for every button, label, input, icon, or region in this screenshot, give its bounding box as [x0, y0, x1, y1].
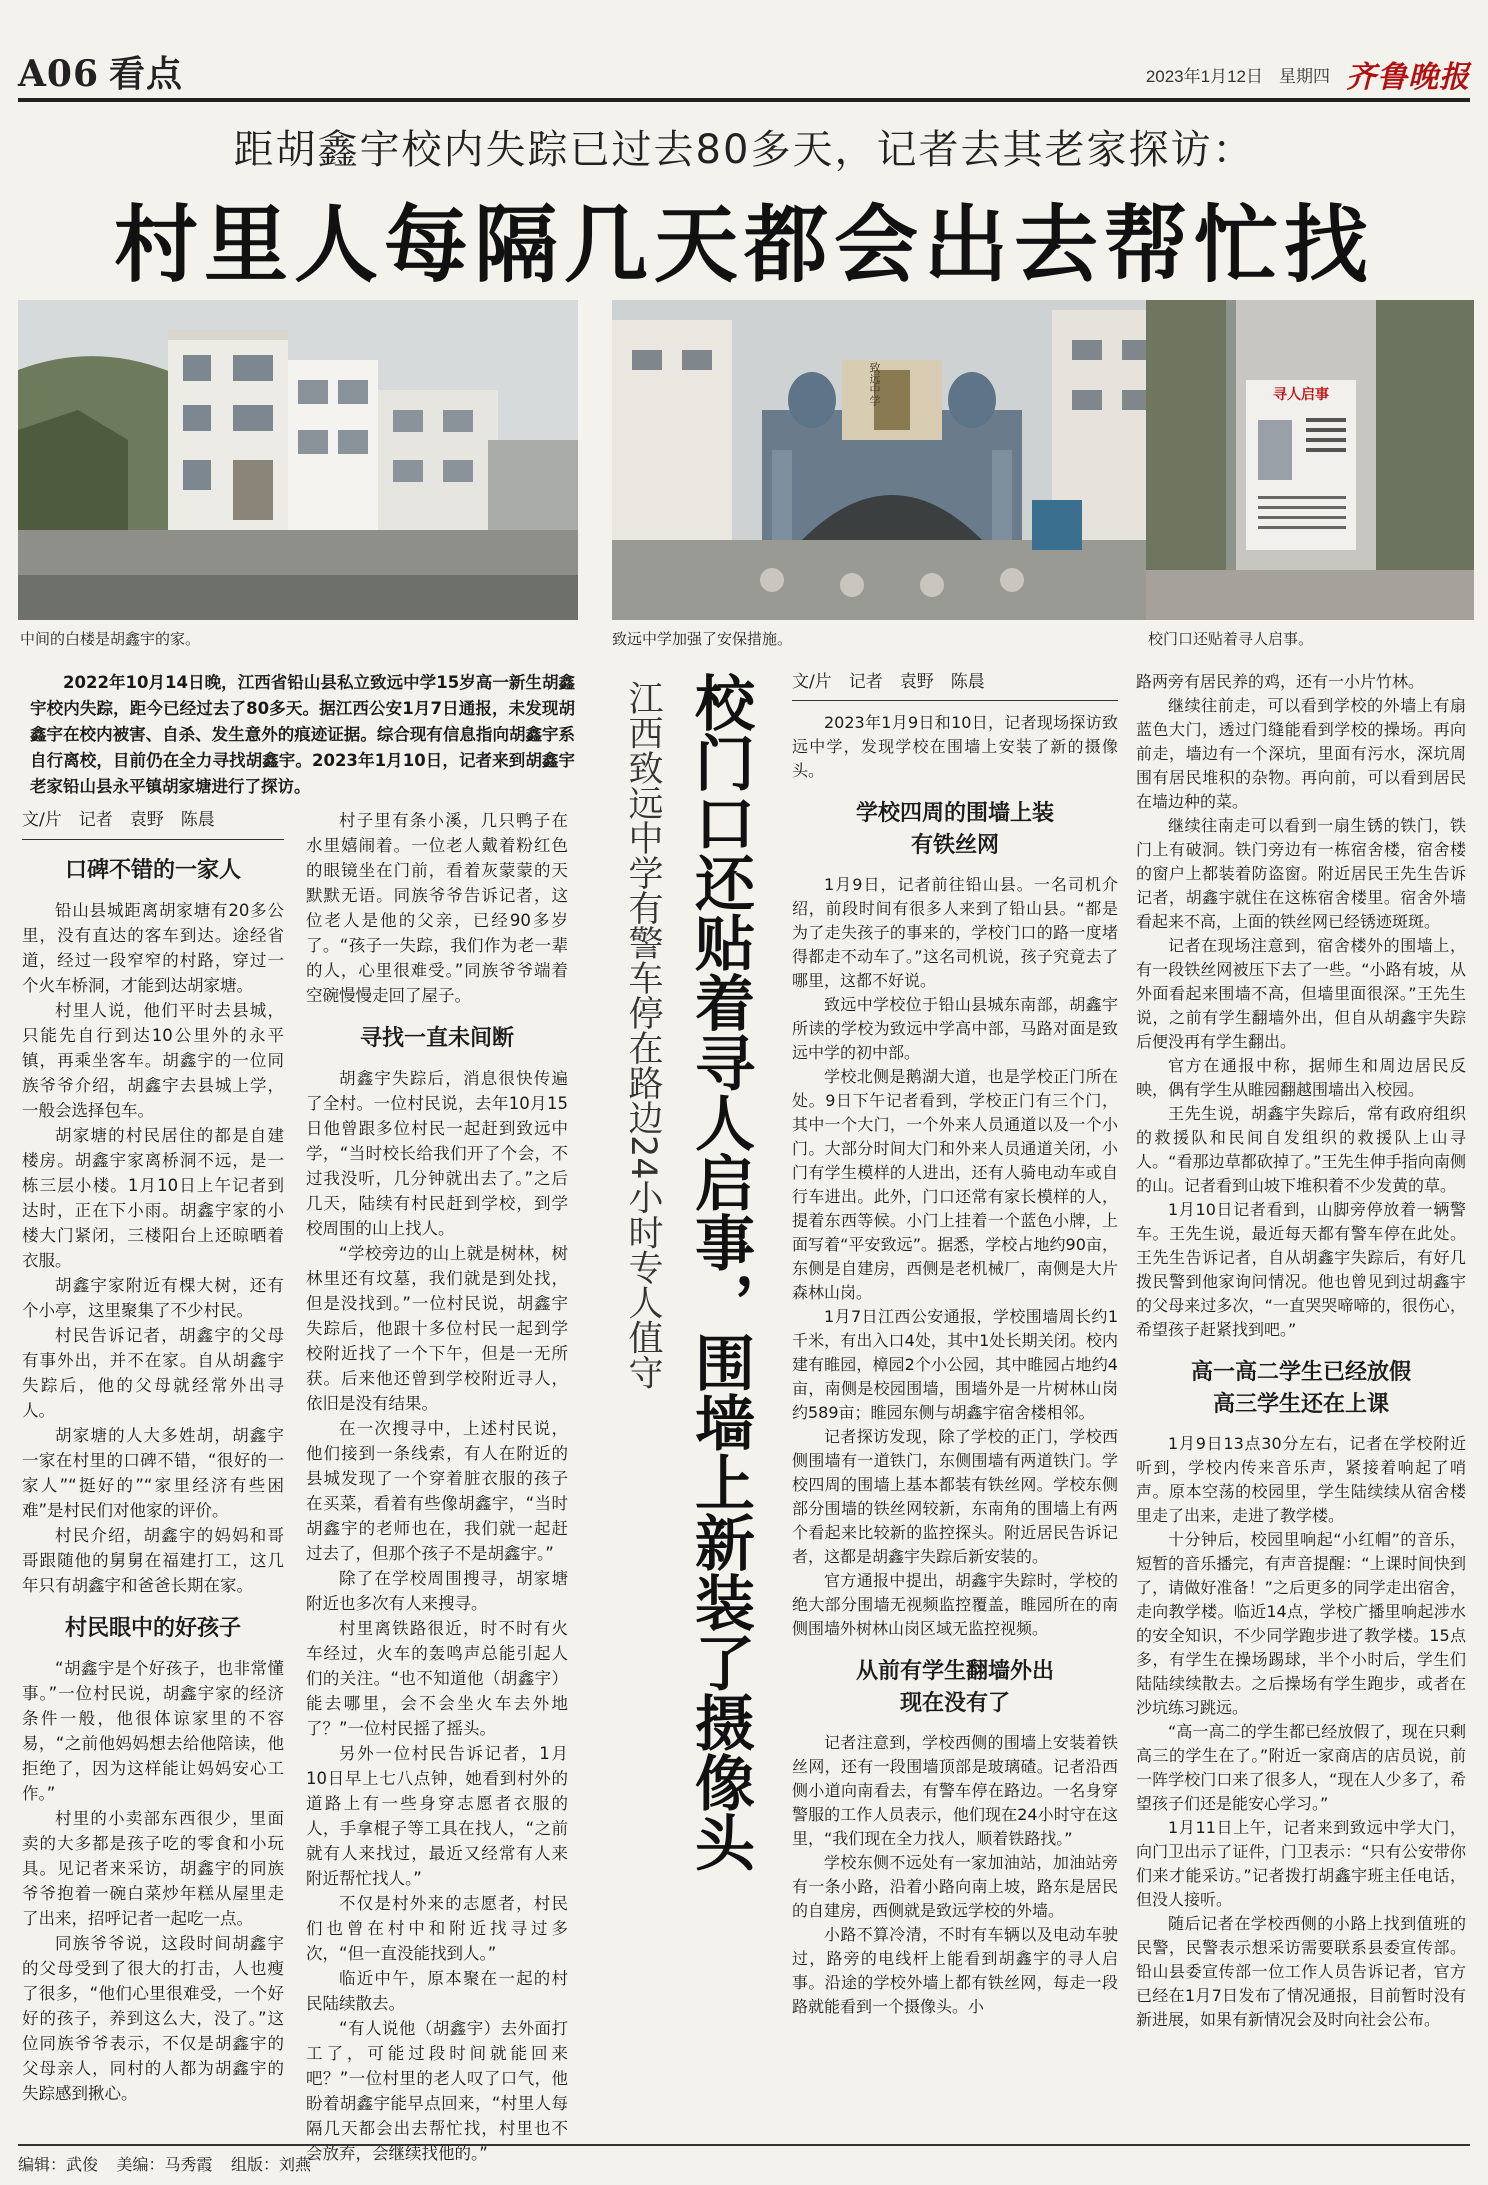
photo-missing-poster: [1146, 300, 1474, 620]
page-header: [18, 46, 1470, 102]
paragraph: 小路不算冷清，不时有车辆以及电动车驶过，路旁的电线杆上能看到胡鑫宇的寻人启事。沿途的学校外墙上都有铁丝网，每走一段路就能看到一个摄像头。小: [792, 1925, 1118, 2016]
paragraph: 路两旁有居民养的鸡，还有一小片竹林。: [1136, 672, 1425, 691]
byline-right: 文/片 记者 袁野 陈晨: [792, 670, 1118, 701]
paragraph: 2023年1月9日和10日，记者现场探访致远中学，发现学校在围墙上安装了新的摄像头。: [792, 713, 1118, 780]
paragraph: 记者在现场注意到，宿舍楼外的围墙上，有一段铁丝网被压下去了一些。“小路有坡，从外面看起来围墙不高，但墙里面很深。”王先生说，之前有学生翻墙外出，但自从胡鑫宇失踪后便没再有学生翻出。: [1136, 936, 1466, 1051]
photo-village-houses: [18, 300, 578, 620]
feature-title: 校门口还贴着寻人启事，围墙上新装了摄像头: [685, 672, 755, 1872]
paragraph: 胡家塘的人大多姓胡，胡鑫宇一家在村里的口碑不错，“很好的一家人”“挺好的”“家里经济有些困难”是村民们对他家的评价。: [22, 1426, 284, 1520]
paragraph: 记者注意到，学校西侧的围墙上安装着铁丝网，还有一段围墙顶部是玻璃碴。记者沿西侧小道向南看去，有警车停在路边。一名身穿警服的工作人员表示，他们现在24小时守在这里，“我们现在全力找人，顺着铁路找。”: [792, 1733, 1118, 1848]
footer-art-editor: 美编：马秀霞: [116, 2157, 213, 2174]
newspaper-logo: 齐鲁晚报: [1346, 60, 1470, 95]
subhead-good-kid: 村民眼中的好孩子: [64, 1615, 241, 1641]
left-column-1: [22, 808, 284, 2106]
headline-subtitle: 距胡鑫宇校内失踪已过去80多天，记者去其老家探访：: [233, 127, 1255, 173]
paragraph: 1月10日记者看到，山脚旁停放着一辆警车。王先生说，最近每天都有警车停在此处。王先生告诉记者，自从胡鑫宇失踪后，有好几拨民警到他家询问情况。他也曾见到过胡鑫宇的父母来过多次，“一直哭哭啼啼的，很伤心，希望孩子赶紧找到吧。”: [1136, 1200, 1466, 1339]
paragraph: 同族爷爷说，这段时间胡鑫宇的父母受到了很大的打击，人也瘦了很多，“他们心里很难受，一个好好的孩子，养到这么大，没了。”这位同族爷爷表示，不仅是胡鑫宇的父母亲人，同村的人都为胡鑫宇的失踪感到揪心。: [22, 1934, 284, 2103]
left-column-2: [306, 808, 568, 2166]
article-lead: 2022年10月14日晚，江西省铅山县私立致远中学15岁高一新生胡鑫宇校内失踪，距今已经过去了80多天。据江西公安1月7日通报，未发现胡鑫宇在校内被害、自杀、发生意外的痕迹证据。综合现有信息指向胡鑫宇系自行离校，目前仍在全力寻找胡鑫宇。2023年1月10日，记者来到胡鑫宇老家铅山县永平镇胡家塘进行了探访。: [30, 673, 575, 796]
paragraph: 1月11日上午，记者来到致远中学大门，向门卫出示了证件，门卫表示：“只有公安带你们来才能采访。”记者拨打胡鑫宇班主任电话，但没人接听。: [1136, 1818, 1466, 1909]
footer-layout-editor: 组版：刘燕: [230, 2157, 311, 2174]
paragraph: “学校旁边的山上就是树林，树林里还有坟墓，我们就是到处找，但是没找到。”一位村民说，胡鑫宇失踪后，他跟十多位村民一起到学校附近找了一个下午，但是一无所获。后来他还曾到学校附近寻人，依旧是没有结果。: [306, 1244, 568, 1413]
subhead-vacation: 高一高二学生已经放假高三学生还在上课: [1190, 1359, 1411, 1417]
paragraph: 继续往南走可以看到一扇生锈的铁门，铁门上有破洞。铁门旁边有一栋宿舍楼，宿舍楼的窗户上都装着防盗窗。附近居民王先生告诉记者，胡鑫宇就住在这栋宿舍楼里。宿舍外墙看起来不高，上面的铁丝网已经锈迹斑斑。: [1136, 816, 1466, 931]
paragraph: 学校北侧是鹅湖大道，也是学校正门所在处。9日下午记者看到，学校正门有三个门，其中一个大门，一个外来人员通道以及一个小门。大部分时间大门和外来人员通道关闭，小门有学生模样的人进出，还有人骑电动车或自行车进出。此外，门口还常有家长模样的人，提着东西等候。小门上挂着一个蓝色小牌，上面写着“平安致远”。据悉，学校占地约90亩，东侧是自建房，西侧是老机械厂，南侧是大片森林山岗。: [792, 1067, 1118, 1302]
headline-title: 村里人每隔几天都会出去帮忙找: [113, 195, 1374, 294]
header-info: [1146, 52, 1470, 96]
paragraph: 另外一位村民告诉记者，1月10日早上七八点钟，她看到村外的道路上有一些身穿志愿者衣服的人，手拿棍子等工具在找人，“之前就有人来找过，最近又经常有人来附近帮忙找人。”: [306, 1744, 568, 1888]
paragraph: 胡鑫宇家附近有棵大树，还有个小亭，这里聚集了不少村民。: [22, 1276, 284, 1320]
paragraph: 1月9日13点30分左右，记者在学校附近听到，学校内传来音乐声，紧接着响起了哨声。原本空荡的校园里，学生陆续续从宿舍楼里走了出来，走进了教学楼。: [1136, 1434, 1466, 1525]
issue-weekday: 星期四: [1279, 66, 1330, 86]
paragraph: 致远中学校位于铅山县城东南部，胡鑫宇所读的学校为致远中学高中部，马路对面是致远中学的初中部。: [792, 995, 1118, 1062]
paragraph: 村子里有条小溪，几只鸭子在水里嬉闹着。一位老人戴着粉红色的眼镜坐在门前，看着灰蒙蒙的天默默无语。同族爷爷告诉记者，这位老人是他的父亲，已经90多岁了。“孩子一失踪，我们作为老一辈的人，心里很难受。”同族爷爷端着空碗慢慢走回了屋子。: [306, 811, 568, 1005]
paragraph: 官方通报中提出，胡鑫宇失踪时，学校的绝大部分围墙无视频监控覆盖，睢园所在的南侧围墙外树林山岗区域无监控视频。: [792, 1571, 1118, 1638]
paragraph: 胡家塘的村民居住的都是自建楼房。胡鑫宇家离桥洞不远，是一栋三层小楼。1月10日上午记者到达时，正在下小雨。胡鑫宇家的小楼大门紧闭，三楼阳台上还晾晒着衣服。: [22, 1126, 284, 1270]
paragraph: 1月7日江西公安通报，学校围墙周长约1千米，有出入口4处，其中1处长期关闭。校内建有睢园，樟园2个小公园，其中睢园占地约4亩，南侧是校园围墙，围墙外是一片树林山岗约589亩；睢园东侧与胡鑫宇宿舍楼相邻。: [792, 1307, 1118, 1422]
paragraph: 官方在通报中称，据师生和周边居民反映，偶有学生从睢园翻越围墙出入校园。: [1136, 1056, 1466, 1099]
photo-caption-3: 校门口还贴着寻人启事。: [1148, 631, 1314, 648]
page-number: [18, 46, 183, 97]
right-column-2: [1136, 670, 1466, 2032]
paragraph: 村民介绍，胡鑫宇的妈妈和哥哥跟随他的舅舅在福建打工，这几年只有胡鑫宇和爸爸长期在家。: [22, 1526, 284, 1595]
paragraph: 1月9日，记者前往铅山县。一名司机介绍，前段时间有很多人来到了铅山县。“都是为了走失孩子的事来的，学校门口的路一度堵得都走不动车了。”这名司机说，孩子究竟去了哪里，这都不好说。: [792, 875, 1118, 990]
paragraph: 随后记者在学校西侧的小路上找到值班的民警，民警表示想采访需要联系县委宣传部。铅山县委宣传部一位工作人员告诉记者，官方已经在1月7日发布了情况通报，目前暂时没有新进展，如果有新情况会及时向社会公布。: [1136, 1914, 1466, 2029]
photo-caption-1: 中间的白楼是胡鑫宇的家。: [20, 631, 201, 648]
page-footer: [18, 2144, 1470, 2175]
paragraph: 村里的小卖部东西很少，里面卖的大多都是孩子吃的零食和小玩具。见记者来采访，胡鑫宇的同族爷爷抱着一碗白菜炒年糕从屋里走了出来，招呼记者一起吃一点。: [22, 1809, 284, 1928]
paragraph: 在一次搜寻中，上述村民说，他们接到一条线索，有人在附近的县城发现了一个穿着脏衣服的孩子在买菜，看着有些像胡鑫宇，“当时胡鑫宇的老师也在，我们就一起赶过去了，但那个孩子不是胡鑫宇。”: [306, 1419, 568, 1563]
paragraph: 不仅是村外来的志愿者，村民们也曾在村中和附近找寻过多次，“但一直没能找到人。”: [306, 1894, 568, 1963]
paragraph: “有人说他（胡鑫宇）去外面打工了，可能过段时间就能回来吧？”一位村里的老人叹了口气，他盼着胡鑫宇能早点回来，“村里人每隔几天都会出去帮忙找，村里也不会放弃，会继续找他的。”: [306, 2019, 568, 2163]
paragraph: 临近中午，原本聚在一起的村民陆续散去。: [306, 1969, 568, 2013]
paragraph: 村民告诉记者，胡鑫宇的父母有事外出，并不在家。自从胡鑫宇失踪后，他的父母就经常外出寻人。: [22, 1326, 284, 1420]
right-column-1: [792, 670, 1118, 2019]
issue-date: 2023年1月12日: [1145, 66, 1263, 86]
byline-left: 文/片 记者 袁野 陈晨: [22, 808, 284, 840]
paragraph: 学校东侧不远处有一家加油站，加油站旁有一条小路，沿着小路向南上坡，路东是居民的自建房，西侧就是致远学校的外墙。: [792, 1853, 1118, 1920]
feature-side-title: 江西致远中学有警车停在路边24小时专人值守: [623, 680, 663, 1390]
paragraph: 十分钟后，校园里响起“小红帽”的音乐，短暂的音乐播完，有声音提醒：“上课时间快到了，请做好准备！”之后更多的同学走出宿舍，走向教学楼。临近14点，学校广播里响起涉水的安全知识，不少同学跑步进了教学楼。15点多，有学生在操场踢球，半个小时后，学生们陆陆续续散去。之后操场有学生跑步，或者在沙坑练习跳远。: [1136, 1530, 1466, 1717]
page-code: A06: [18, 53, 100, 95]
paragraph: 胡鑫宇失踪后，消息很快传遍了全村。一位村民说，去年10月15日他曾跟多位村民一起赶到致远中学，“当时校长给我们开了个会，不过我没听，几分钟就出去了。”之后几天，陆续有村民赶到学校，到学校周围的山上找人。: [306, 1069, 568, 1238]
paragraph: “高一高二的学生都已经放假了，现在只剩高三的学生在了。”附近一家商店的店员说，前一阵学校门口来了很多人，“现在人少多了，希望孩子们还是能安心学习。”: [1136, 1722, 1466, 1813]
subhead-fence: 学校四周的围墙上装有铁丝网: [855, 800, 1054, 858]
paragraph: 继续往前走，可以看到学校的外墙上有扇蓝色大门，透过门缝能看到学校的操场。再向前走，墙边有一个深坑，里面有污水，深坑周围有居民堆积的杂物。再向前，可以看到居民在墙边种的菜。: [1136, 696, 1466, 811]
photo-school-gate: [612, 300, 1172, 620]
paragraph: 王先生说，胡鑫宇失踪后，常有政府组织的救援队和民间自发组织的救援队上山寻人。“看那边草都砍掉了。”王先生伸手指向南侧的山。记者看到山坡下堆积着不少发黄的草。: [1136, 1104, 1466, 1195]
subhead-reputation: 口碑不错的一家人: [64, 857, 241, 883]
paragraph: 记者探访发现，除了学校的正门，学校西侧围墙有一道铁门，东侧围墙有两道铁门。学校四周的围墙上基本都装有铁丝网。学校东侧部分围墙的铁丝网较新，东南角的围墙上有两个看起来比较新的监控探头。附近居民告诉记者，这都是胡鑫宇失踪后新安装的。: [792, 1427, 1118, 1566]
paragraph: 除了在学校周围搜寻，胡家塘附近也多次有人来搜寻。: [306, 1569, 568, 1613]
subhead-search: 寻找一直未间断: [359, 1025, 514, 1051]
paragraph: 铅山县城距离胡家塘有20多公里，没有直达的客车到达。途经省道，经过一段窄窄的村路，穿过一个火车桥洞，才能到达胡家塘。: [22, 901, 284, 995]
poster-title: 寻人启事: [1273, 387, 1329, 403]
section-name: 看点: [109, 53, 184, 95]
paragraph: 村里人说，他们平时去县城，只能先自行到达10公里外的永平镇，再乘坐客车。胡鑫宇的一位同族爷爷介绍，胡鑫宇去县城上学，一般会选择包车。: [22, 1001, 284, 1120]
photo-caption-2: 致远中学加强了安保措施。: [612, 631, 793, 648]
paragraph: 村里离铁路很近，时不时有火车经过，火车的轰鸣声总能引起人们的关注。“也不知道他（胡鑫宇）能去哪里，会不会坐火车去外地了？”一位村民摇了摇头。: [306, 1619, 568, 1738]
paragraph: “胡鑫宇是个好孩子，也非常懂事。”一位村民说，胡鑫宇家的经济条件一般，他很体谅家里的不容易，“之前他妈妈想去给他陪读，他拒绝了，因为这样能让妈妈安心工作。”: [22, 1659, 284, 1803]
subhead-climb: 从前有学生翻墙外出现在没有了: [855, 1658, 1054, 1716]
school-sign: 致远中学: [868, 362, 881, 406]
footer-editor: 编辑：武俊: [18, 2157, 99, 2174]
